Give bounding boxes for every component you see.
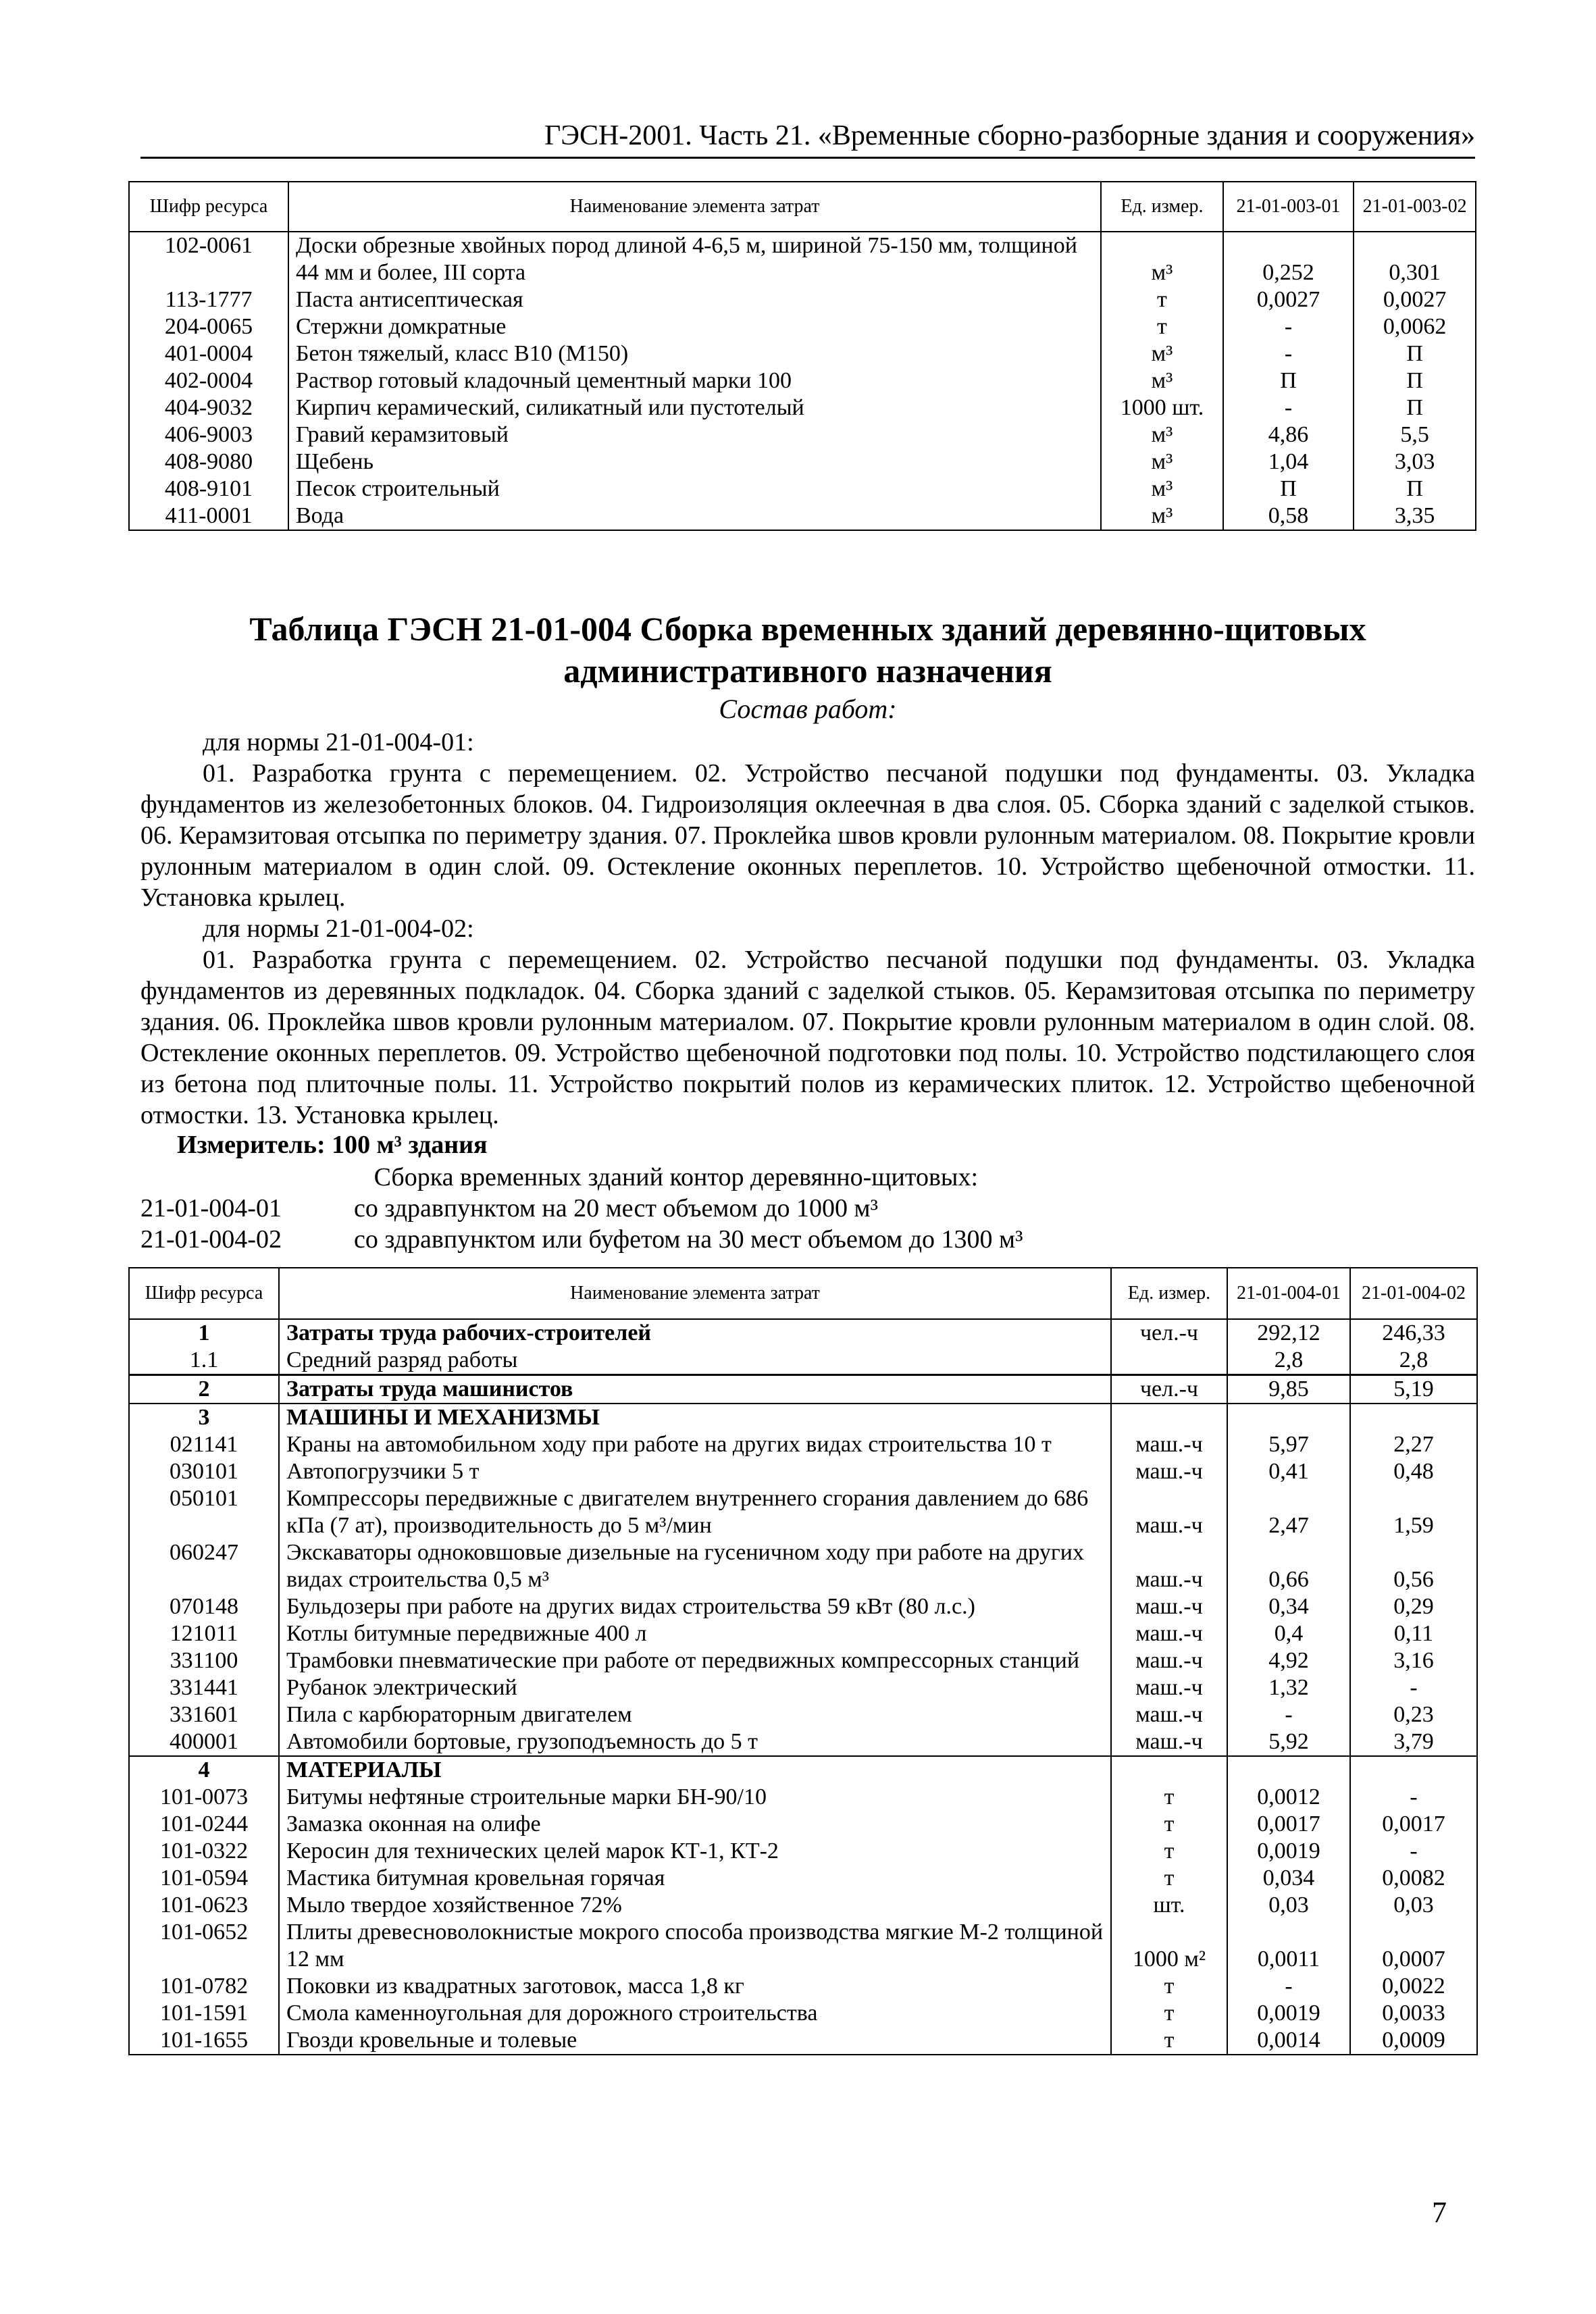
cell-value-1: 1,04 [1223,448,1354,475]
header-unit: Ед. измер. [1101,182,1223,232]
cell-code: 101-1591 [129,2000,279,2027]
table-row [129,1539,1477,1593]
cell-code: 204-0065 [129,313,288,340]
table-row [129,1784,1477,1811]
section-title [140,608,1475,692]
table-row [129,1674,1477,1701]
cell-name: МАТЕРИАЛЫ [279,1756,1111,1784]
cell-name: Мыло твердое хозяйственное 72% [279,1892,1111,1919]
cell-value-1: 0,0011 [1227,1919,1350,1973]
cell-value-2: - [1350,1838,1477,1865]
cell-name: Доски обрезные хвойных пород длиной 4-6,5 м, шириной 75-150 мм, толщиной 44 мм и более, III сорта [288,232,1101,286]
table-row [129,475,1476,503]
cell-code: 030101 [129,1458,279,1485]
cell-unit: шт. [1111,1892,1227,1919]
cell-unit: маш.-ч [1111,1485,1227,1539]
table-row [129,1431,1477,1458]
cell-code: 101-1655 [129,2027,279,2055]
cell-value-2: 0,11 [1350,1620,1477,1647]
cell-unit: маш.-ч [1111,1701,1227,1728]
cell-code: 402-0004 [129,367,288,394]
cell-unit: м³ [1101,503,1223,530]
cell-unit: м³ [1101,340,1223,367]
cell-unit: т [1111,2027,1227,2055]
cell-value-1: 5,92 [1227,1728,1350,1756]
cell-code: 2 [129,1375,279,1404]
cell-name: Раствор готовый кладочный цементный марки 100 [288,367,1101,394]
cell-value-1: - [1223,340,1354,367]
cell-code: 1.1 [129,1347,279,1375]
cell-value-1: 0,03 [1227,1892,1350,1919]
cell-code: 408-9080 [129,448,288,475]
cell-unit: 1000 м² [1111,1919,1227,1973]
cell-unit: т [1111,1811,1227,1838]
table-row [129,1701,1477,1728]
cell-value-1: 0,252 [1223,232,1354,286]
cell-name: Плиты древесноволокнистые мокрого способа производства мягкие М-2 толщиной 12 мм [279,1919,1111,1973]
cell-code: 021141 [129,1431,279,1458]
cell-unit: т [1101,313,1223,340]
cell-value-2: 0,23 [1350,1701,1477,1728]
table-row [129,1347,1477,1375]
assembly-title: Сборка временных зданий контор деревянно-щитовых: [374,1163,978,1191]
cell-value-1: 0,0014 [1227,2027,1350,2055]
cell-value-2: 1,59 [1350,1485,1477,1539]
cell-name: Мастика битумная кровельная горячая [279,1865,1111,1892]
cell-unit: маш.-ч [1111,1674,1227,1701]
cell-value-1: 4,92 [1227,1647,1350,1674]
variant-1-text: со здравпунктом на 20 мест объемом до 1000 м³ [354,1194,878,1223]
cell-code: 331601 [129,1701,279,1728]
measure-unit: Измеритель: 100 м³ здания [177,1131,488,1159]
cell-value-1: П [1223,475,1354,503]
cell-code: 101-0322 [129,1838,279,1865]
cell-name: Кирпич керамический, силикатный или пустотелый [288,394,1101,421]
cell-value-2: - [1350,1784,1477,1811]
cell-value-2: 0,29 [1350,1593,1477,1620]
cell-code: 113-1777 [129,286,288,313]
cell-name: Стержни домкратные [288,313,1101,340]
cell-value-2: 0,301 [1354,232,1476,286]
cell-unit [1111,1347,1227,1375]
resource-table-003 [128,181,1476,531]
table-row [129,1919,1477,1973]
cell-name: Вода [288,503,1101,530]
cell-name: Рубанок электрический [279,1674,1111,1701]
cell-code: 408-9101 [129,475,288,503]
cell-unit: маш.-ч [1111,1728,1227,1756]
table-row [129,1620,1477,1647]
cell-unit: м³ [1101,232,1223,286]
table-row [129,1838,1477,1865]
cell-name: Компрессоры передвижные с двигателем внутреннего сгорания давлением до 686 кПа (7 ат), производительность до 5 м³/мин [279,1485,1111,1539]
cell-name: Керосин для технических целей марок КТ-1, КТ-2 [279,1838,1111,1865]
cell-name: Затраты труда машинистов [279,1375,1111,1404]
section-title-line2: административного назначения [563,652,1052,690]
cell-name: Котлы битумные передвижные 400 л [279,1620,1111,1647]
cell-code: 406-9003 [129,421,288,448]
cell-code: 121011 [129,1620,279,1647]
table-row [129,448,1476,475]
cell-unit [1111,1756,1227,1784]
cell-code: 101-0244 [129,1811,279,1838]
cell-value-1: 0,58 [1223,503,1354,530]
header-norm-2: 21-01-004-02 [1350,1268,1477,1319]
header-norm-2: 21-01-003-02 [1354,182,1476,232]
norm1-label: для нормы 21-01-004-01: [203,728,474,756]
cell-name: Гравий керамзитовый [288,421,1101,448]
cell-name: Битумы нефтяные строительные марки БН-90/10 [279,1784,1111,1811]
cell-value-1: - [1223,394,1354,421]
cell-value-2 [1350,1404,1477,1431]
cell-name: Автопогрузчики 5 т [279,1458,1111,1485]
cell-unit: маш.-ч [1111,1431,1227,1458]
cell-unit: м³ [1101,475,1223,503]
cell-unit: т [1111,2000,1227,2027]
header-code: Шифр ресурса [129,182,288,232]
cell-code: 070148 [129,1593,279,1620]
cell-name: Экскаваторы одноковшовые дизельные на гусеничном ходу при работе на других видах строительства 0,5 м³ [279,1539,1111,1593]
header-name: Наименование элемента затрат [288,182,1101,232]
cell-value-2: 0,0009 [1350,2027,1477,2055]
cell-value-1: - [1227,1701,1350,1728]
cell-name: Бульдозеры при работе на других видах строительства 59 кВт (80 л.с.) [279,1593,1111,1620]
table-row [129,367,1476,394]
cell-value-1: 1,32 [1227,1674,1350,1701]
cell-unit: м³ [1101,421,1223,448]
cell-unit: чел.-ч [1111,1319,1227,1347]
cell-unit: т [1111,1784,1227,1811]
table-row [129,1865,1477,1892]
cell-value-1: 0,4 [1227,1620,1350,1647]
cell-name: Замазка оконная на олифе [279,1811,1111,1838]
running-header: ГЭСН-2001. Часть 21. «Временные сборно-разборные здания и сооружения» [140,119,1475,159]
variant-1-code: 21-01-004-01 [140,1194,282,1223]
cell-name: Трамбовки пневматические при работе от передвижных компрессорных станций [279,1647,1111,1674]
cell-code: 050101 [129,1485,279,1539]
table-row [129,1458,1477,1485]
cell-value-2: 0,0062 [1354,313,1476,340]
table-row [129,421,1476,448]
cell-unit: т [1101,286,1223,313]
variant-2-text: со здравпунктом или буфетом на 30 мест объемом до 1300 м³ [354,1225,1023,1254]
cell-name: Краны на автомобильном ходу при работе на других видах строительства 10 т [279,1431,1111,1458]
cell-value-1: 5,97 [1227,1431,1350,1458]
cell-unit: маш.-ч [1111,1593,1227,1620]
cell-code: 101-0594 [129,1865,279,1892]
table-row [129,1973,1477,2000]
norm1-text: 01. Разработка грунта с перемещением. 02. Устройство песчаной подушки под фундаменты. 03. Укладка фундаментов из железобетонных блоков. 04. Гидроизоляция оклеечная в два слоя. 05. Сборка зданий с заделкой стыков. 06. Керамзитовая отсыпка по периметру здания. 07. Проклейка швов кровли рулонным материалом. 08. Покрытие кровли рулонным материалом в один слой. 09. Остекление оконных переплетов. 10. Устройство щебеночной отмостки. 11. Установка крылец. [140,759,1475,912]
variant-2 [140,1224,1023,1255]
cell-value-1: 0,66 [1227,1539,1350,1593]
cell-code: 101-0652 [129,1919,279,1973]
section-title-line1: Таблица ГЭСН 21-01-004 Сборка временных зданий деревянно-щитовых [249,610,1366,648]
table-row [129,2027,1477,2055]
cell-value-1: 0,0017 [1227,1811,1350,1838]
cell-value-1: 4,86 [1223,421,1354,448]
cell-unit [1111,1404,1227,1431]
cell-value-1: 0,0019 [1227,1838,1350,1865]
cell-code: 101-0073 [129,1784,279,1811]
cell-value-2: 0,0033 [1350,2000,1477,2027]
cell-code: 404-9032 [129,394,288,421]
cell-value-1: 0,41 [1227,1458,1350,1485]
cell-value-1: П [1223,367,1354,394]
cell-value-1 [1227,1756,1350,1784]
cell-name: Бетон тяжелый, класс В10 (М150) [288,340,1101,367]
table-row [129,1404,1477,1431]
header-name: Наименование элемента затрат [279,1268,1111,1319]
cell-unit: м³ [1101,367,1223,394]
cell-name: Щебень [288,448,1101,475]
cell-value-1: - [1227,1973,1350,2000]
cell-name: Пила с карбюраторным двигателем [279,1701,1111,1728]
cell-value-1: - [1223,313,1354,340]
cell-unit: т [1111,1865,1227,1892]
cell-name: Поковки из квадратных заготовок, масса 1,8 кг [279,1973,1111,2000]
cell-name: Гвозди кровельные и толевые [279,2027,1111,2055]
cell-unit: маш.-ч [1111,1458,1227,1485]
cell-value-1: 2,47 [1227,1485,1350,1539]
cell-code: 102-0061 [129,232,288,286]
cell-unit: маш.-ч [1111,1620,1227,1647]
variant-1 [140,1193,878,1224]
table-row [129,1593,1477,1620]
table-row [129,1756,1477,1784]
cell-unit: маш.-ч [1111,1539,1227,1593]
table-row [129,394,1476,421]
cell-code: 331441 [129,1674,279,1701]
cell-name: Автомобили бортовые, грузоподъемность до 5 т [279,1728,1111,1756]
table-row [129,1728,1477,1756]
cell-value-2: 0,03 [1350,1892,1477,1919]
cell-code: 060247 [129,1539,279,1593]
table-row [129,1811,1477,1838]
cell-unit: м³ [1101,448,1223,475]
page-number: 7 [1432,2196,1447,2229]
header-code: Шифр ресурса [129,1268,279,1319]
cell-value-1: 2,8 [1227,1347,1350,1375]
cell-value-2: 3,16 [1350,1647,1477,1674]
cell-code: 4 [129,1756,279,1784]
cell-unit: маш.-ч [1111,1647,1227,1674]
table-row [129,1647,1477,1674]
cell-code: 101-0623 [129,1892,279,1919]
table-row [129,2000,1477,2027]
cell-value-2: - [1350,1674,1477,1701]
header-unit: Ед. измер. [1111,1268,1227,1319]
cell-value-2: 2,27 [1350,1431,1477,1458]
cell-value-2 [1350,1756,1477,1784]
cell-code: 411-0001 [129,503,288,530]
table-row [129,1319,1477,1347]
cell-code: 101-0782 [129,1973,279,2000]
cell-code: 1 [129,1319,279,1347]
cell-name: Песок строительный [288,475,1101,503]
cell-value-1: 0,0012 [1227,1784,1350,1811]
cell-value-2: 0,0007 [1350,1919,1477,1973]
cell-code: 331100 [129,1647,279,1674]
header-norm-1: 21-01-004-01 [1227,1268,1350,1319]
cell-name: Средний разряд работы [279,1347,1111,1375]
cell-unit: т [1111,1838,1227,1865]
cell-code: 401-0004 [129,340,288,367]
cell-name: МАШИНЫ И МЕХАНИЗМЫ [279,1404,1111,1431]
cell-value-2: П [1354,394,1476,421]
cell-name: Смола каменноугольная для дорожного строительства [279,2000,1111,2027]
cell-value-1: 0,0027 [1223,286,1354,313]
cell-value-2: 3,35 [1354,503,1476,530]
cell-value-2: 0,0027 [1354,286,1476,313]
norm1-block [140,727,1475,1131]
cell-unit: чел.-ч [1111,1375,1227,1404]
table-row [129,1375,1477,1404]
cell-value-2: П [1354,340,1476,367]
header-norm-1: 21-01-003-01 [1223,182,1354,232]
cell-value-1: 0,0019 [1227,2000,1350,2027]
cell-value-2: 5,19 [1350,1375,1477,1404]
cell-value-2: 5,5 [1354,421,1476,448]
table-row [129,232,1476,286]
table-row [129,340,1476,367]
table-row [129,286,1476,313]
norm2-text: 01. Разработка грунта с перемещением. 02. Устройство песчаной подушки под фундаменты. 03. Укладка фундаментов из деревянных подкладок. 04. Сборка зданий с заделкой стыков. 05. Керамзитовая отсыпка по периметру здания. 06. Проклейка швов кровли рулонным материалом. 07. Покрытие кровли рулонным материалом в один слой. 08. Остекление оконных переплетов. 09. Устройство щебеночной подготовки под полы. 10. Устройство подстилающего слоя из бетона под плиточные полы. 11. Устройство покрытий полов из керамических плиток. 12. Устройство щебеночной отмостки. 13. Установка крылец. [140,946,1475,1129]
cell-value-1: 9,85 [1227,1375,1350,1404]
cell-value-1: 0,34 [1227,1593,1350,1620]
table-row [129,503,1476,530]
cell-value-1: 0,034 [1227,1865,1350,1892]
table-row [129,313,1476,340]
cell-value-2: П [1354,367,1476,394]
cell-value-1 [1227,1404,1350,1431]
cell-unit: 1000 шт. [1101,394,1223,421]
cell-value-2: 0,48 [1350,1458,1477,1485]
cell-value-1: 292,12 [1227,1319,1350,1347]
cell-name: Затраты труда рабочих-строителей [279,1319,1111,1347]
cell-value-2: 0,0022 [1350,1973,1477,2000]
work-composition-label: Состав работ: [719,694,897,724]
cell-value-2: 246,33 [1350,1319,1477,1347]
cell-value-2: 3,79 [1350,1728,1477,1756]
norm2-label: для нормы 21-01-004-02: [203,915,474,943]
resource-table-004 [128,1267,1478,2055]
cell-code: 3 [129,1404,279,1431]
cell-value-2: 0,56 [1350,1539,1477,1593]
cell-value-2: 0,0082 [1350,1865,1477,1892]
cell-name: Паста антисептическая [288,286,1101,313]
variant-2-code: 21-01-004-02 [140,1225,282,1254]
cell-code: 400001 [129,1728,279,1756]
cell-value-2: 2,8 [1350,1347,1477,1375]
cell-value-2: 0,0017 [1350,1811,1477,1838]
cell-value-2: П [1354,475,1476,503]
cell-value-2: 3,03 [1354,448,1476,475]
table-row [129,1485,1477,1539]
cell-unit: т [1111,1973,1227,2000]
table-row [129,1892,1477,1919]
